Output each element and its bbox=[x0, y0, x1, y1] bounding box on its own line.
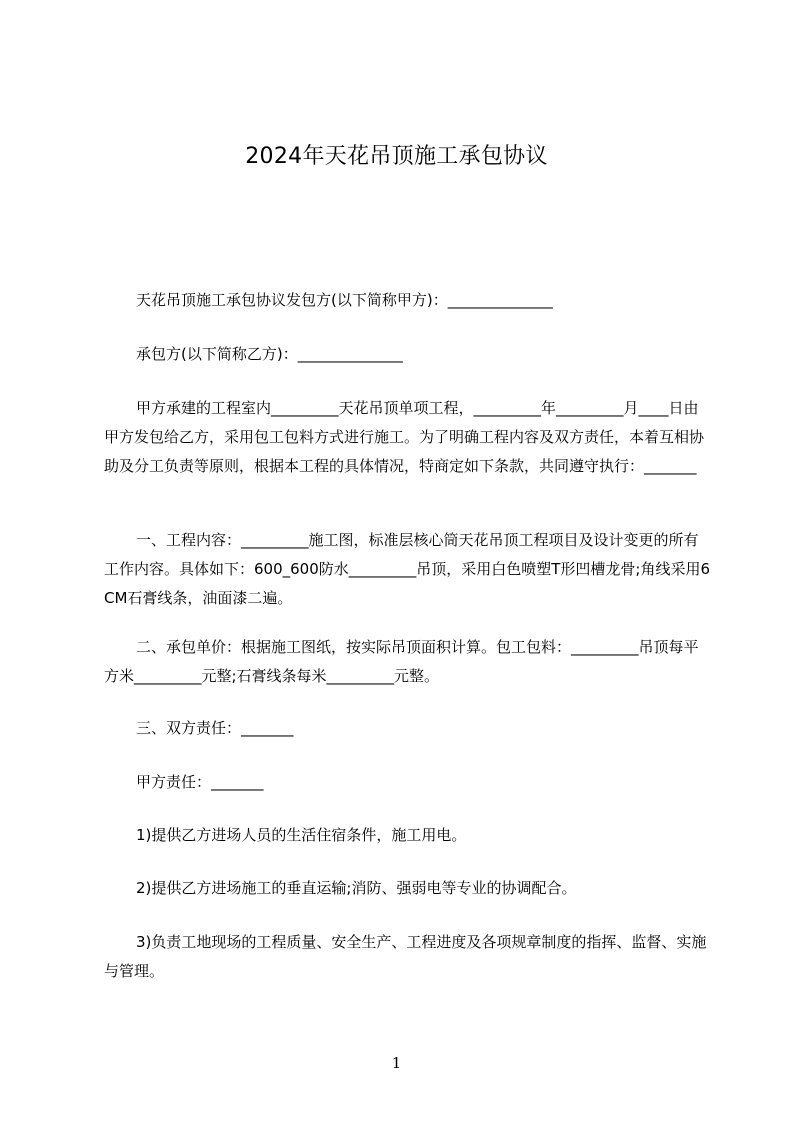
paragraph-unit-price: 二、承包单价：根据施工图纸，按实际吊顶面积计算。包工包料：_________吊顶每平方米_________元整;石膏线条每米_________元整。 bbox=[104, 638, 699, 685]
page-number: 1 bbox=[391, 1054, 402, 1072]
document-title: 2024年天花吊顶施工承包协议 bbox=[245, 144, 548, 169]
paragraph-preamble: 甲方承建的工程室内_________天花吊顶单项工程，_________年_________月____日由甲方发包给乙方，采用包工包料方式进行施工。为了明确工程内容及双方责任，本着互相协助及分工负责等原则，根据本工程的具体情况，特商定如下条款，共同遵守执行：_______ bbox=[104, 399, 705, 475]
list-item: 1)提供乙方进场人员的生活住宿条件，施工用电。 bbox=[136, 826, 467, 844]
paragraph-contractor: 承包方(以下简称乙方)：______________ bbox=[136, 345, 403, 363]
list-item: 2)提供乙方进场施工的垂直运输;消防、强弱电等专业的协调配合。 bbox=[136, 879, 577, 897]
paragraph-responsibilities: 三、双方责任：_______ bbox=[136, 719, 294, 737]
list-item: 3)负责工地现场的工程质量、安全生产、工程进度及各项规章制度的指挥、监督、实施与管理。 bbox=[104, 933, 707, 980]
paragraph-scope: 一、工程内容：_________施工图，标准层核心筒天花吊顶工程项目及设计变更的所有工作内容。具体如下：600_600防水_________吊顶，采用白色喷塑T形凹槽龙骨;角线采用6CM石膏线条，油面漆二遍。 bbox=[104, 531, 711, 607]
paragraph-employer: 天花吊顶施工承包协议发包方(以下简称甲方)：______________ bbox=[136, 291, 553, 309]
paragraph-party-a-duties: 甲方责任：_______ bbox=[136, 773, 264, 791]
